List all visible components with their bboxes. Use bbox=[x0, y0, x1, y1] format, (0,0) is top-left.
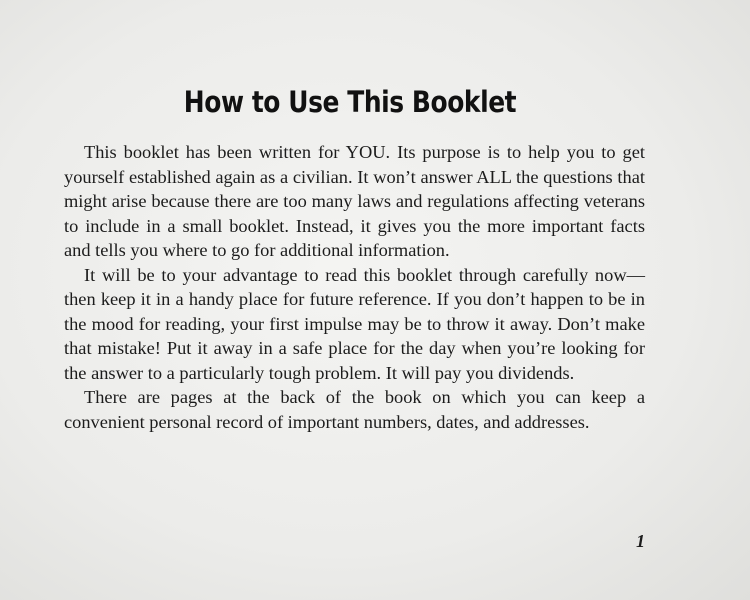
paragraph-3: There are pages at the back of the book on which you can keep a convenient personal record of important numbers, dates, and addresses. bbox=[64, 387, 645, 432]
paragraph-2: It will be to your advantage to read this booklet through carefully now—then keep it in a handy place for future reference. If you don’t happen to be in the mood for reading, your first impulse may be to throw it away. Don’t make that mistake! Put it away in a safe place for the day when you’re looking for the answer to a particularly tough problem. It will pay you dividends. bbox=[64, 264, 645, 383]
paragraph-1: This booklet has been written for YOU. Its purpose is to help you to get yourself established again as a civilian. It won’t answer ALL the questions that might arise because there are too many laws and regulations affecting veterans to include in a small booklet. Instead, it gives you the more important facts and tells you where to go for additional information. bbox=[64, 142, 645, 260]
page-title: How to Use This Booklet bbox=[183, 85, 517, 120]
body-text bbox=[64, 140, 645, 434]
page-number: 1 bbox=[636, 531, 645, 551]
